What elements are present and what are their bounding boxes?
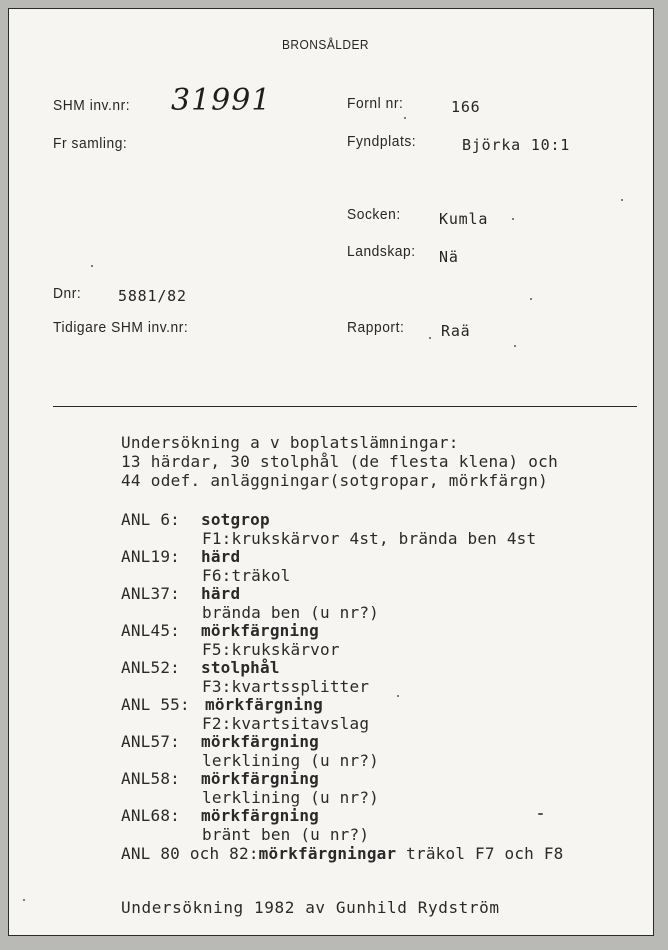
catalog-card (8, 8, 654, 936)
entry-row (121, 658, 280, 677)
scan-speck (23, 899, 25, 901)
divider (53, 406, 637, 407)
entry-row (121, 547, 240, 566)
entry-detail: F1:krukskärvor 4st, brända ben 4st (202, 529, 537, 548)
fornl-nr-label: Fornl nr: (347, 95, 404, 112)
entry-title: mörkfärgning (201, 732, 319, 751)
socken-value: Kumla (439, 210, 489, 228)
rapport-label: Rapport: (347, 319, 405, 336)
entry-code: ANL52: (121, 658, 180, 677)
rapport-value: Raä (441, 322, 471, 340)
tidigare-shm-label: Tidigare SHM inv.nr: (53, 319, 189, 336)
entry-detail: F5:krukskärvor (202, 640, 340, 659)
entry-row (121, 695, 323, 714)
fornl-nr-value: 166 (451, 98, 481, 116)
entry-code: ANL45: (121, 621, 180, 640)
scan-speck (404, 117, 406, 119)
dnr-label: Dnr: (53, 285, 82, 302)
entry-title: stolphål (201, 658, 280, 677)
shm-inv-label: SHM inv.nr: (53, 97, 131, 114)
entry-row (121, 510, 270, 529)
footer-text: Undersökning 1982 av Gunhild Rydström (121, 898, 500, 917)
scan-speck (514, 345, 516, 347)
entry-detail: brända ben (u nr?) (202, 603, 379, 622)
entry-code: ANL58: (121, 769, 180, 788)
entry-title: mörkfärgning (201, 621, 319, 640)
dnr-value: 5881/82 (118, 287, 187, 305)
entry-detail: bränt ben (u nr?) (202, 825, 370, 844)
scan-speck (91, 265, 93, 267)
entry-row (121, 769, 319, 788)
intro-line: 44 odef. anläggningar(sotgropar, mörkfärgn) (121, 471, 549, 490)
entry-row (121, 621, 319, 640)
entry-title: härd (201, 584, 241, 603)
card-title: BRONSÅLDER (282, 37, 370, 52)
entry-detail: F2:kvartsitavslag (202, 714, 370, 733)
entry-row (121, 806, 319, 825)
scan-speck (512, 218, 514, 220)
landskap-label: Landskap: (347, 243, 416, 260)
entry-code: ANL19: (121, 547, 180, 566)
entry-detail: F3:kvartssplitter (202, 677, 370, 696)
entry-detail: lerklining (u nr?) (202, 751, 379, 770)
fyndplats-label: Fyndplats: (347, 133, 417, 150)
entry-row (121, 732, 319, 751)
entry-title: mörkfärgning (201, 769, 319, 788)
intro-line: 13 härdar, 30 stolphål (de flesta klena) och (121, 452, 559, 471)
entry-row (121, 584, 240, 603)
fr-samling-label: Fr samling: (53, 135, 128, 152)
entry-code: ANL57: (121, 732, 180, 751)
socken-label: Socken: (347, 206, 401, 223)
entry-title: sotgrop (201, 510, 270, 529)
scan-speck (429, 337, 431, 339)
entry-code: ANL37: (121, 584, 180, 603)
intro-line: Undersökning a v boplatslämningar: (121, 433, 459, 452)
entry-suffix: träkol F7 och F8 (396, 844, 564, 863)
entry-code: ANL 55: (121, 695, 190, 714)
shm-inv-value: 31991 (171, 83, 272, 118)
scan-speck (621, 199, 623, 201)
scan-speck (397, 695, 399, 697)
scan-speck (538, 813, 543, 815)
entry-title: mörkfärgningar (258, 844, 397, 863)
entry-title: mörkfärgning (205, 695, 323, 714)
entry-code: ANL 6: (121, 510, 180, 529)
entry-title: härd (201, 547, 241, 566)
entry-code: ANL68: (121, 806, 180, 825)
entry-row-last (121, 844, 564, 863)
entry-detail: lerklining (u nr?) (202, 788, 379, 807)
scan-speck (530, 298, 532, 300)
landskap-value: Nä (439, 248, 459, 266)
entry-prefix: ANL 80 och 82: (121, 844, 259, 863)
entry-detail: F6:träkol (202, 566, 291, 585)
entry-title: mörkfärgning (201, 806, 319, 825)
fyndplats-value: Björka 10:1 (462, 136, 571, 154)
